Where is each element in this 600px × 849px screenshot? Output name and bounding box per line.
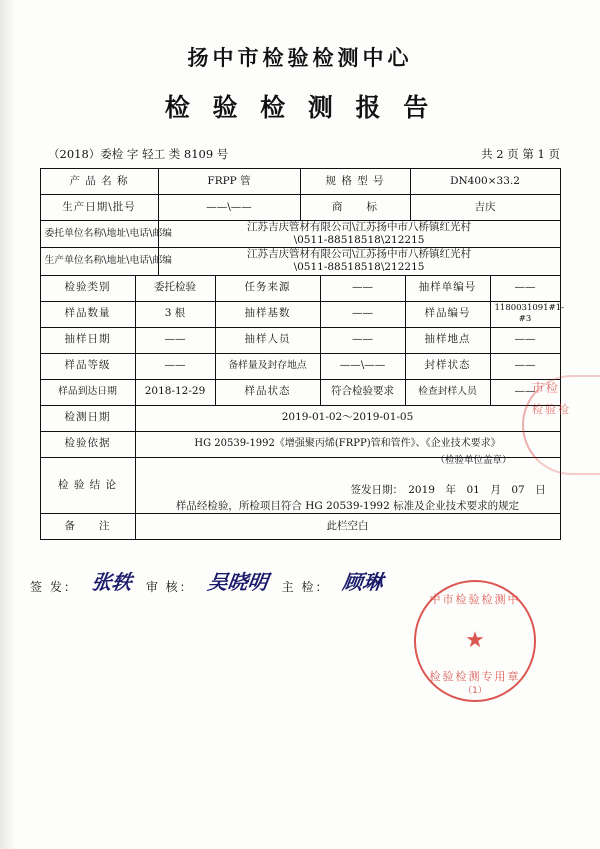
subheader — [30, 146, 570, 162]
cell-label-arrival-date: 样品到达日期 — [40, 379, 135, 405]
cell-value-conclusion — [135, 454, 560, 513]
cell-value-sample-status: 符合检验要求 — [320, 379, 405, 405]
issue-date: 签发日期： 2019 年 01 月 07 日 — [350, 483, 546, 496]
cell-value-task-source: —— — [320, 275, 405, 301]
cell-label-sample-qty: 样品数量 — [40, 301, 135, 327]
table-row — [40, 275, 560, 301]
cell-value-sampling-base: —— — [320, 301, 405, 327]
cell-label-sample-no: 样品编号 — [405, 301, 490, 327]
seal-number: （1） — [463, 686, 487, 696]
seal-note: （检验单位盖章） — [435, 454, 512, 466]
cell-value-sample-no: 1180031091#1-#3 — [490, 301, 560, 327]
cell-value-product-name: FRPP 管 — [158, 169, 300, 195]
reviewer-group — [146, 566, 282, 595]
report-grid-table — [40, 275, 564, 540]
cell-value-sampler: —— — [320, 327, 405, 353]
cell-value-sampling-place: —— — [490, 327, 560, 353]
entrust-line-2: \0511-88518518\212215 — [293, 234, 425, 247]
seal-arc-text: 中市检验检测中 — [429, 593, 521, 606]
cell-label-task-source: 任务来源 — [215, 275, 320, 301]
cell-value-model: DN400×33.2 — [410, 169, 560, 195]
issuer-group — [30, 566, 146, 595]
cell-label-model: 规 格 型 号 — [300, 169, 410, 195]
cell-label-sample-status: 样品状态 — [215, 379, 320, 405]
report-table — [40, 168, 561, 276]
cell-label-backup-storage: 备样量及封存地点 — [215, 353, 320, 379]
cell-label-trademark: 商 标 — [300, 195, 410, 221]
producer-line-2: \0511-88518518\212215 — [293, 261, 425, 274]
cell-label-sampling-date: 抽样日期 — [40, 327, 135, 353]
cell-label-sampler: 抽样人员 — [215, 327, 320, 353]
cell-label-remark: 备 注 — [40, 513, 135, 539]
table-row — [40, 379, 560, 405]
cell-label-entrust-unit: 委托单位名称\地址\电话\邮编 — [40, 221, 158, 248]
table-row — [40, 169, 560, 195]
edge-seal-text-2: 检验检 — [532, 402, 571, 416]
cell-value-seal-checker: —— — [490, 379, 560, 405]
producer-line-1: 江苏吉庆管材有限公司\江苏扬中市八桥镇红光村 — [246, 248, 472, 261]
cell-label-sampling-place: 抽样地点 — [405, 327, 490, 353]
seal-bottom-text: 检验检测专用章 — [429, 670, 521, 683]
cell-label-conclusion: 检 验 结 论 — [40, 457, 135, 513]
entrust-line-1: 江苏吉庆管材有限公司\江苏扬中市八桥镇红光村 — [246, 221, 472, 233]
signature-row — [30, 566, 570, 595]
cell-label-seal-status: 封样状态 — [405, 353, 490, 379]
table-row — [40, 248, 560, 275]
cell-value-trademark: 吉庆 — [410, 195, 560, 221]
cell-value-remark: 此栏空白 — [135, 513, 560, 539]
table-row — [40, 327, 560, 353]
table-row — [40, 513, 560, 539]
cell-value-sampling-no: —— — [490, 275, 560, 301]
table-row — [40, 431, 560, 457]
table-row — [40, 301, 560, 327]
cell-label-seal-checker: 检查封样人员 — [405, 379, 490, 405]
issuer-signature: 张轶 — [89, 569, 134, 594]
table-row — [40, 457, 560, 513]
cell-label-producer-unit: 生产单位名称\地址\电话\邮编 — [40, 248, 158, 275]
page-title: 检 验 检 测 报 告 — [164, 93, 436, 122]
cell-value-producer-unit — [158, 248, 560, 275]
page-info: 共 2 页 第 1 页 — [481, 147, 560, 161]
org-title: 扬中市检验检测中心 — [187, 45, 413, 70]
chief-group — [282, 566, 398, 595]
cell-value-test-date: 2019-01-02～2019-01-05 — [135, 405, 560, 431]
table-row — [40, 195, 560, 221]
report-number: （2018）委检 字 轻工 类 8109 号 — [48, 147, 229, 161]
reviewer-signature: 吴晓明 — [205, 569, 270, 594]
cell-value-backup-storage: ——\—— — [320, 353, 405, 379]
cell-value-test-category: 委托检验 — [135, 275, 215, 301]
cell-value-production-date: ——\—— — [158, 195, 300, 221]
cell-label-production-date: 生产日期\批号 — [40, 195, 158, 221]
reviewer-label: 审 核： — [145, 579, 194, 594]
cell-label-test-basis: 检验依据 — [40, 431, 135, 457]
cell-value-entrust-unit — [158, 221, 560, 248]
cell-value-seal-status: —— — [490, 353, 560, 379]
table-row — [40, 221, 560, 248]
cell-label-product-name: 产 品 名 称 — [40, 169, 158, 195]
cell-value-sample-grade: —— — [135, 353, 215, 379]
chief-label: 主 检： — [281, 579, 330, 594]
chief-signature: 顾琳 — [341, 569, 385, 594]
official-seal-stamp — [414, 580, 536, 702]
cell-label-test-date: 检测日期 — [40, 405, 135, 431]
table-row — [40, 405, 560, 431]
cell-value-sample-qty: 3 根 — [135, 301, 215, 327]
issuer-label: 签 发： — [30, 579, 78, 594]
cell-value-test-basis: HG 20539-1992《增强聚丙烯(FRPP)管和管件》、《企业技术要求》 — [135, 431, 560, 457]
cell-label-sample-grade: 样品等级 — [40, 353, 135, 379]
table-row — [40, 353, 560, 379]
cell-label-test-category: 检验类别 — [40, 275, 135, 301]
cell-value-sampling-date: —— — [135, 327, 215, 353]
cell-label-sampling-base: 抽样基数 — [215, 301, 320, 327]
star-icon: ★ — [465, 628, 485, 653]
conclusion-text: 样品经检验，所检项目符合 HG 20539-1992 标准及企业技术要求的规定 — [175, 499, 520, 512]
cell-label-sampling-no: 抽样单编号 — [405, 275, 490, 301]
edge-seal-text-1: 市检 — [532, 381, 561, 395]
cell-value-arrival-date: 2018-12-29 — [135, 379, 215, 405]
